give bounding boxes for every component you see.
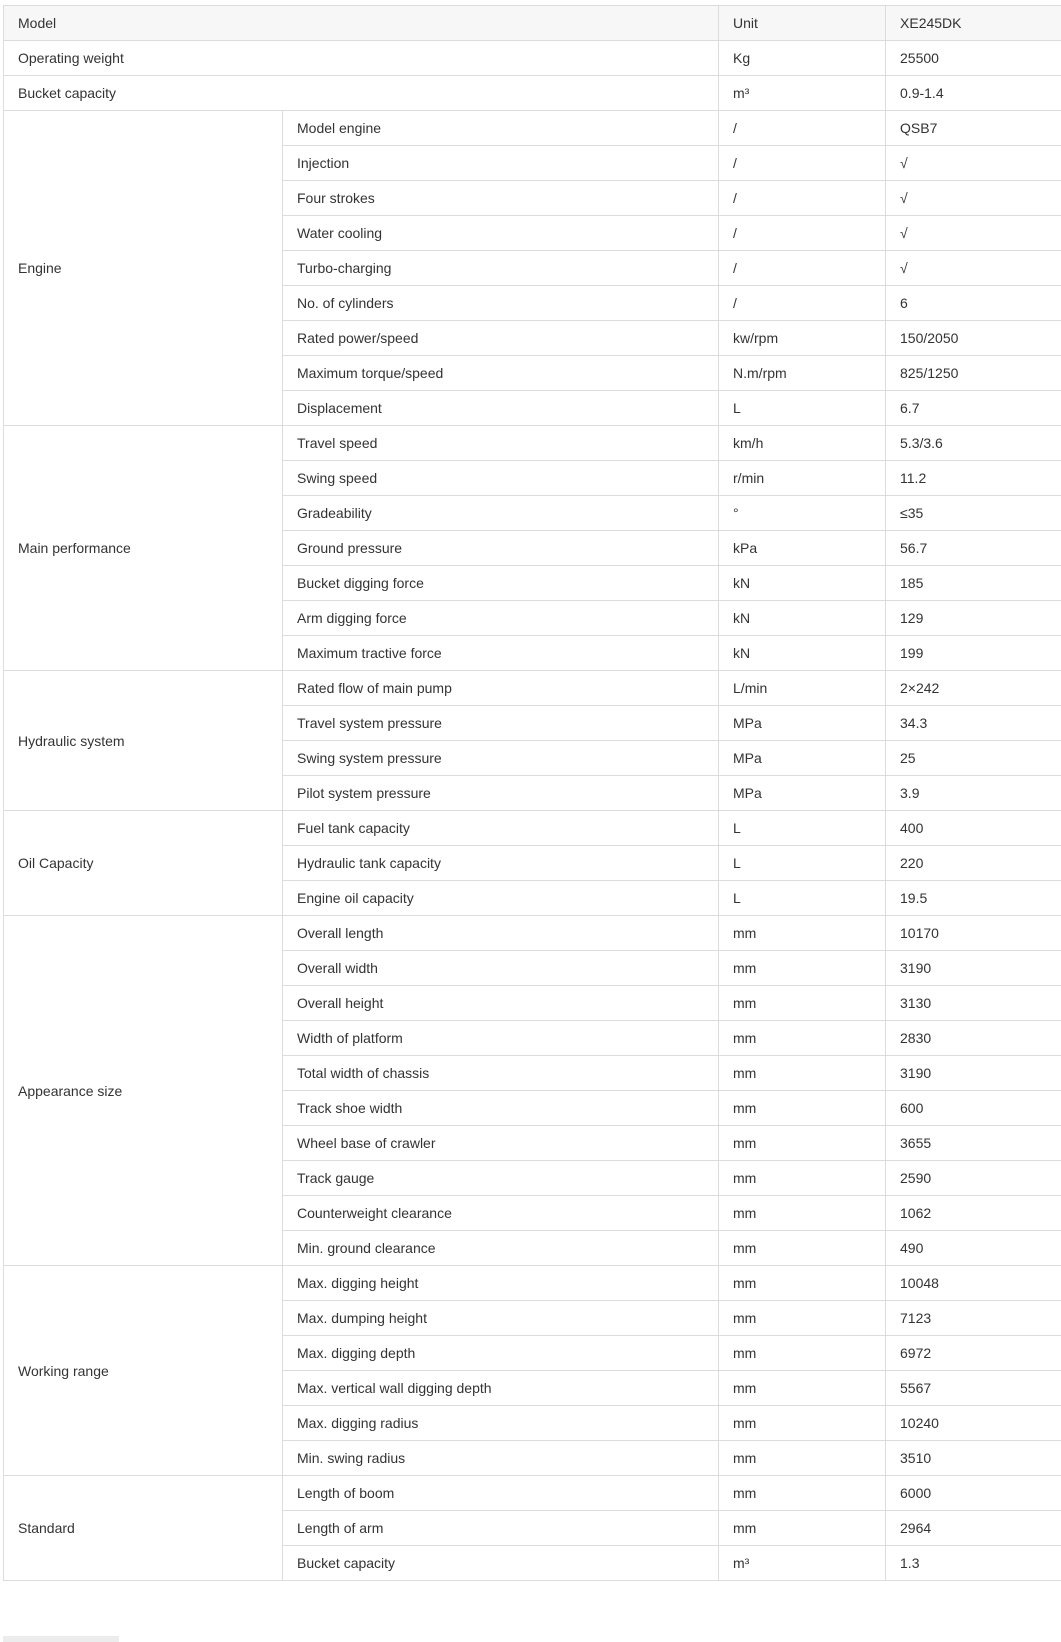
category-cell: Standard	[4, 1476, 283, 1581]
parameter-cell: Injection	[283, 146, 719, 181]
parameter-cell: Bucket capacity	[283, 1546, 719, 1581]
unit-cell: /	[719, 286, 886, 321]
parameter-cell: Track shoe width	[283, 1091, 719, 1126]
unit-cell: mm	[719, 1056, 886, 1091]
parameter-cell: Wheel base of crawler	[283, 1126, 719, 1161]
parameter-cell: Pilot system pressure	[283, 776, 719, 811]
spec-table-body	[4, 6, 1061, 1581]
parameter-cell: Model engine	[283, 111, 719, 146]
parameter-cell: Max. dumping height	[283, 1301, 719, 1336]
unit-cell: mm	[719, 1476, 886, 1511]
unit-cell: mm	[719, 1406, 886, 1441]
parameter-cell: Track gauge	[283, 1161, 719, 1196]
parameter-cell: Turbo-charging	[283, 251, 719, 286]
value-cell: 10240	[886, 1406, 1061, 1441]
parameter-cell: Fuel tank capacity	[283, 811, 719, 846]
value-cell: √	[886, 251, 1061, 286]
unit-cell: mm	[719, 951, 886, 986]
unit-cell: r/min	[719, 461, 886, 496]
parameter-cell: Overall width	[283, 951, 719, 986]
value-cell: 3510	[886, 1441, 1061, 1476]
parameter-cell: Max. digging radius	[283, 1406, 719, 1441]
value-cell: 2830	[886, 1021, 1061, 1056]
parameter-cell: Four strokes	[283, 181, 719, 216]
unit-cell: kPa	[719, 531, 886, 566]
unit-cell: mm	[719, 1161, 886, 1196]
unit-cell: mm	[719, 1266, 886, 1301]
parameter-cell: Max. vertical wall digging depth	[283, 1371, 719, 1406]
value-cell: 3190	[886, 951, 1061, 986]
value-cell: 185	[886, 566, 1061, 601]
value-cell: √	[886, 181, 1061, 216]
value-cell: 34.3	[886, 706, 1061, 741]
unit-cell: km/h	[719, 426, 886, 461]
value-cell: 25	[886, 741, 1061, 776]
parameter-cell: Hydraulic tank capacity	[283, 846, 719, 881]
value-cell: 10170	[886, 916, 1061, 951]
header-unit: Unit	[719, 6, 886, 41]
parameter-cell: Width of platform	[283, 1021, 719, 1056]
value-cell: 1062	[886, 1196, 1061, 1231]
unit-cell: mm	[719, 916, 886, 951]
table-header-row	[4, 6, 1061, 41]
table-row	[4, 916, 1061, 951]
table-row	[4, 811, 1061, 846]
value-cell: 3130	[886, 986, 1061, 1021]
unit-cell: mm	[719, 1511, 886, 1546]
row-unit: Kg	[719, 41, 886, 76]
unit-cell: mm	[719, 1196, 886, 1231]
value-cell: 6972	[886, 1336, 1061, 1371]
parameter-cell: Swing system pressure	[283, 741, 719, 776]
unit-cell: mm	[719, 1091, 886, 1126]
value-cell: √	[886, 146, 1061, 181]
value-cell: 5567	[886, 1371, 1061, 1406]
value-cell: 10048	[886, 1266, 1061, 1301]
parameter-cell: Gradeability	[283, 496, 719, 531]
value-cell: 3190	[886, 1056, 1061, 1091]
value-cell: 600	[886, 1091, 1061, 1126]
unit-cell: L	[719, 846, 886, 881]
parameter-cell: Arm digging force	[283, 601, 719, 636]
parameter-cell: Length of arm	[283, 1511, 719, 1546]
unit-cell: L/min	[719, 671, 886, 706]
table-row	[4, 41, 1061, 76]
unit-cell: MPa	[719, 706, 886, 741]
parameter-cell: Maximum torque/speed	[283, 356, 719, 391]
value-cell: 6	[886, 286, 1061, 321]
value-cell: 7123	[886, 1301, 1061, 1336]
unit-cell: mm	[719, 1441, 886, 1476]
category-cell: Main performance	[4, 426, 283, 671]
unit-cell: mm	[719, 1021, 886, 1056]
value-cell: 220	[886, 846, 1061, 881]
row-value: 0.9-1.4	[886, 76, 1061, 111]
parameter-cell: Counterweight clearance	[283, 1196, 719, 1231]
unit-cell: mm	[719, 1126, 886, 1161]
value-cell: 150/2050	[886, 321, 1061, 356]
category-cell: Working range	[4, 1266, 283, 1476]
value-cell: 2964	[886, 1511, 1061, 1546]
value-cell: 825/1250	[886, 356, 1061, 391]
parameter-cell: Swing speed	[283, 461, 719, 496]
header-model-value: XE245DK	[886, 6, 1061, 41]
unit-cell: °	[719, 496, 886, 531]
parameter-cell: Travel speed	[283, 426, 719, 461]
unit-cell: /	[719, 181, 886, 216]
parameter-cell: Bucket digging force	[283, 566, 719, 601]
parameter-cell: Rated power/speed	[283, 321, 719, 356]
table-row	[4, 1476, 1061, 1511]
parameter-cell: Max. digging depth	[283, 1336, 719, 1371]
parameter-cell: Water cooling	[283, 216, 719, 251]
category-cell: Hydraulic system	[4, 671, 283, 811]
unit-cell: MPa	[719, 776, 886, 811]
unit-cell: mm	[719, 1231, 886, 1266]
unit-cell: mm	[719, 1371, 886, 1406]
row-value: 25500	[886, 41, 1061, 76]
unit-cell: /	[719, 146, 886, 181]
table-row	[4, 671, 1061, 706]
value-cell: 5.3/3.6	[886, 426, 1061, 461]
value-cell: 400	[886, 811, 1061, 846]
row-unit: m³	[719, 76, 886, 111]
value-cell: 199	[886, 636, 1061, 671]
value-cell: 19.5	[886, 881, 1061, 916]
unit-cell: mm	[719, 986, 886, 1021]
parameter-cell: Ground pressure	[283, 531, 719, 566]
unit-cell: kN	[719, 566, 886, 601]
parameter-cell: Max. digging height	[283, 1266, 719, 1301]
table-row	[4, 426, 1061, 461]
value-cell: 56.7	[886, 531, 1061, 566]
parameter-cell: No. of cylinders	[283, 286, 719, 321]
value-cell: 2×242	[886, 671, 1061, 706]
parameter-cell: Length of boom	[283, 1476, 719, 1511]
parameter-cell: Overall height	[283, 986, 719, 1021]
parameter-cell: Travel system pressure	[283, 706, 719, 741]
unit-cell: /	[719, 251, 886, 286]
row-label: Bucket capacity	[4, 76, 719, 111]
value-cell: 490	[886, 1231, 1061, 1266]
value-cell: ≤35	[886, 496, 1061, 531]
parameter-cell: Rated flow of main pump	[283, 671, 719, 706]
unit-cell: MPa	[719, 741, 886, 776]
row-label: Operating weight	[4, 41, 719, 76]
unit-cell: mm	[719, 1336, 886, 1371]
unit-cell: N.m/rpm	[719, 356, 886, 391]
value-cell: 1.3	[886, 1546, 1061, 1581]
parameter-cell: Min. swing radius	[283, 1441, 719, 1476]
table-row	[4, 76, 1061, 111]
table-row	[4, 111, 1061, 146]
unit-cell: L	[719, 391, 886, 426]
unit-cell: L	[719, 881, 886, 916]
parameter-cell: Overall length	[283, 916, 719, 951]
value-cell: QSB7	[886, 111, 1061, 146]
table-row	[4, 1266, 1061, 1301]
parameter-cell: Total width of chassis	[283, 1056, 719, 1091]
value-cell: 2590	[886, 1161, 1061, 1196]
unit-cell: m³	[719, 1546, 886, 1581]
horizontal-scrollbar[interactable]	[3, 1636, 119, 1642]
unit-cell: mm	[719, 1301, 886, 1336]
category-cell: Engine	[4, 111, 283, 426]
category-cell: Oil Capacity	[4, 811, 283, 916]
parameter-cell: Displacement	[283, 391, 719, 426]
unit-cell: kN	[719, 601, 886, 636]
value-cell: 11.2	[886, 461, 1061, 496]
parameter-cell: Engine oil capacity	[283, 881, 719, 916]
value-cell: 3.9	[886, 776, 1061, 811]
spec-table	[3, 5, 1061, 1581]
unit-cell: L	[719, 811, 886, 846]
unit-cell: kN	[719, 636, 886, 671]
parameter-cell: Maximum tractive force	[283, 636, 719, 671]
value-cell: 3655	[886, 1126, 1061, 1161]
value-cell: 6.7	[886, 391, 1061, 426]
value-cell: 129	[886, 601, 1061, 636]
category-cell: Appearance size	[4, 916, 283, 1266]
unit-cell: /	[719, 216, 886, 251]
header-model: Model	[4, 6, 719, 41]
unit-cell: kw/rpm	[719, 321, 886, 356]
unit-cell: /	[719, 111, 886, 146]
value-cell: 6000	[886, 1476, 1061, 1511]
parameter-cell: Min. ground clearance	[283, 1231, 719, 1266]
value-cell: √	[886, 216, 1061, 251]
